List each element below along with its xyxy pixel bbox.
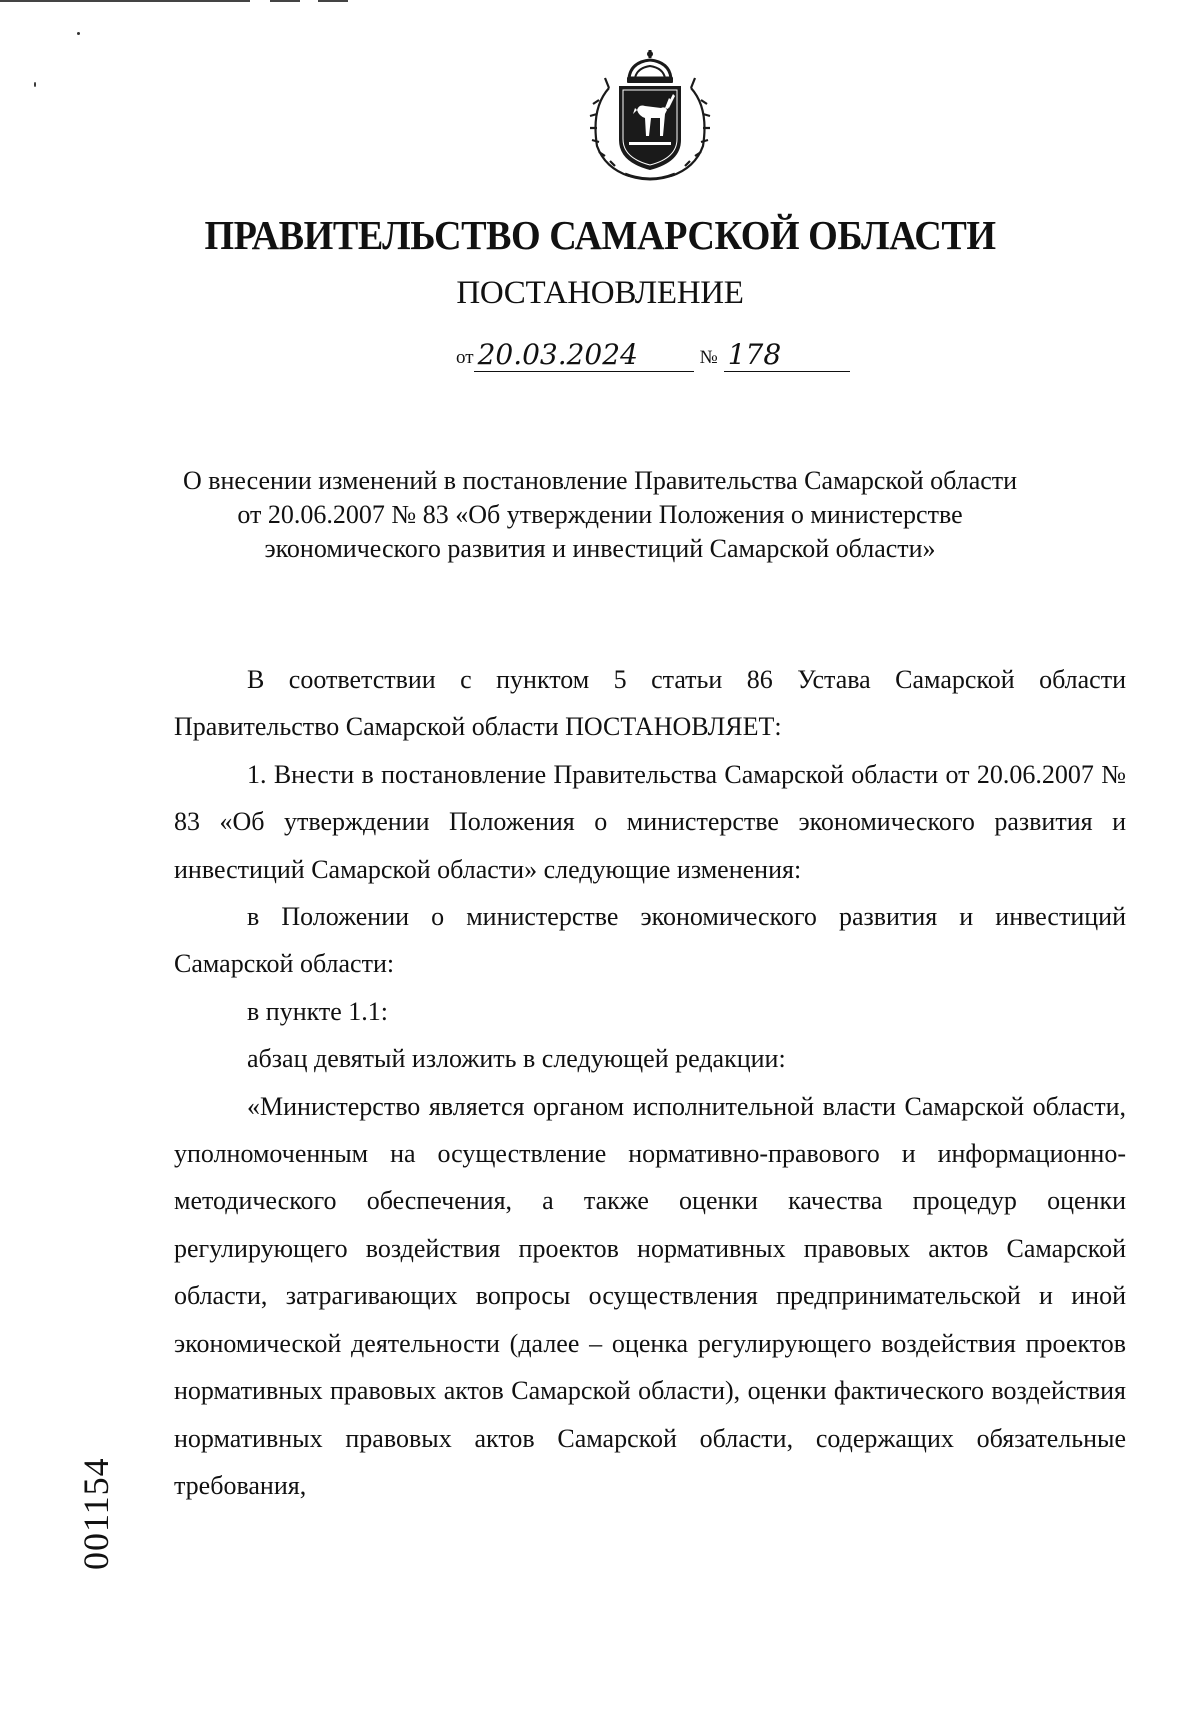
government-title: ПРАВИТЕЛЬСТВО САМАРСКОЙ ОБЛАСТИ bbox=[204, 212, 996, 258]
scan-speck bbox=[34, 82, 36, 87]
date-number-line bbox=[456, 338, 850, 372]
number-value: 178 bbox=[724, 341, 850, 372]
body-paragraph: в пункте 1.1: bbox=[247, 996, 389, 1026]
body-paragraph: абзац девятый изложить в следующей редакции: bbox=[247, 1044, 786, 1074]
samara-coat-of-arms-icon bbox=[585, 48, 715, 184]
body-paragraph: В соответствии с пунктом 5 статьи 86 Устава Самарской области Правительство Самарской области ПОСТАНОВЛЯЕТ: bbox=[174, 665, 1126, 742]
date-value: 20.03.2024 bbox=[474, 341, 694, 372]
body-paragraph: «Министерство является органом исполнительной власти Самарской области, уполномоченным на осуществление нормативно-правового и информационно-методического обеспечения, а также оценки качества процедур оценки регулирующего воздействия проектов нормативных правовых актов Самарской области, затрагивающих вопросы осуществления предпринимательской и иной экономической деятельности (далее – оценка регулирующего воздействия проектов нормативных правовых актов Самарской области), оценки фактического воздействия нормативных правовых актов Самарской области, содержащих обязательные требования, bbox=[174, 1091, 1126, 1500]
subject-line: экономического развития и инвестиций Самарской области» bbox=[264, 534, 936, 563]
scan-edge-line bbox=[318, 0, 348, 2]
scan-edge-line bbox=[0, 0, 250, 2]
scan-edge-line bbox=[270, 0, 300, 2]
scan-speck bbox=[77, 32, 80, 35]
document-body bbox=[174, 656, 1126, 1509]
subject-line: О внесении изменений в постановление Правительства Самарской области bbox=[182, 466, 1018, 495]
number-prefix: № bbox=[699, 347, 718, 368]
body-paragraph: в Положении о министерстве экономического развития и инвестиций Самарской области: bbox=[174, 902, 1126, 979]
side-registration-number: 001154 bbox=[76, 1457, 116, 1570]
body-paragraph: 1. Внести в постановление Правительства Самарской области от 20.06.2007 № 83 «Об утверждении Положения о министерстве экономического развития и инвестиций Самарской области» следующие изменения: bbox=[174, 759, 1126, 884]
document-type: ПОСТАНОВЛЕНИЕ bbox=[456, 275, 744, 311]
date-prefix: от bbox=[456, 347, 474, 368]
subject-line: от 20.06.2007 № 83 «Об утверждении Положения о министерстве bbox=[237, 500, 963, 529]
document-subject bbox=[150, 464, 1050, 566]
